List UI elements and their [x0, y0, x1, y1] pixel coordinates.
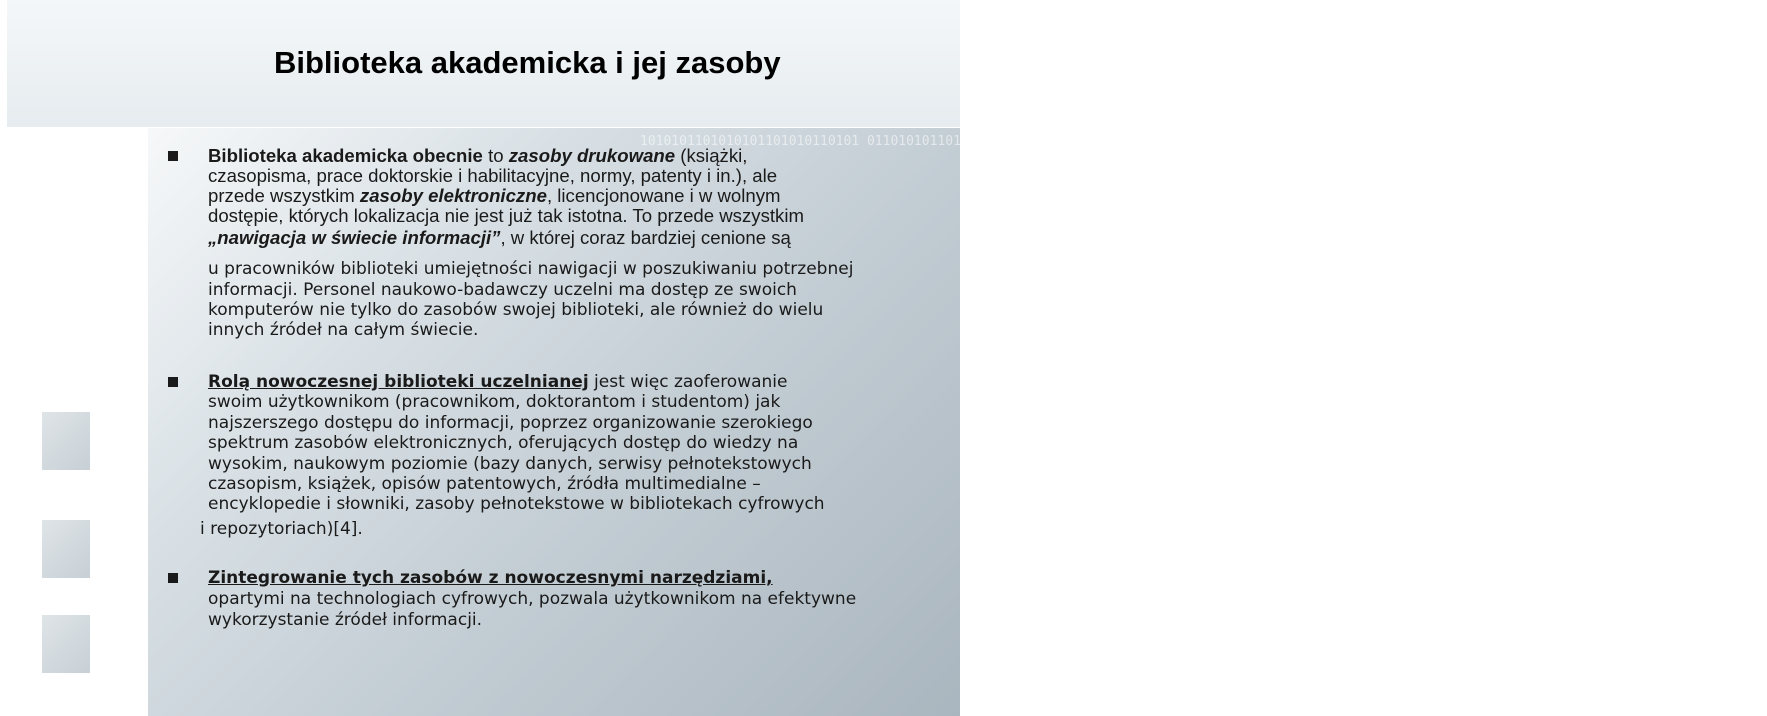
- b1-l1b: to: [482, 145, 509, 166]
- b3-l3: wykorzystanie źródeł informacji.: [208, 610, 483, 630]
- slide-title: Biblioteka akademicka i jej zasoby: [274, 45, 781, 80]
- b1-l3a: przede wszystkim: [208, 185, 360, 206]
- binary-decoration: 1010101101010101101010110101 0110101011010101011010101101 1010101101010110101011010101 0101011010101101010110101011 1010110101011010101101010110: [640, 134, 1767, 149]
- b3-l2: opartymi na technologiach cyfrowych, pozwala użytkownikom na efektywne: [208, 589, 857, 609]
- b1-l7: informacji. Personel naukowo-badawczy uczelni ma dostęp ze swoich: [208, 280, 797, 300]
- b1-l1a: Biblioteka akademicka obecnie: [208, 145, 483, 166]
- square-bullet-icon: [168, 151, 178, 161]
- b1-l4: dostępie, których lokalizacja nie jest już tak istotna. To przede wszystkim: [208, 205, 804, 226]
- square-bullet-icon: [168, 377, 178, 387]
- decorative-square: [42, 520, 90, 578]
- decorative-square: [42, 615, 90, 673]
- b1-l3b: zasoby elektroniczne: [359, 185, 547, 206]
- b1-l5b: , w której coraz bardziej cenione są: [500, 227, 791, 248]
- square-bullet-icon: [168, 573, 178, 583]
- b1-l1d: (książki,: [675, 145, 748, 166]
- b1-l9: innych źródeł na całym świecie.: [208, 320, 479, 340]
- b2-l5: wysokim, naukowym poziomie (bazy danych, serwisy pełnotekstowych: [208, 454, 812, 474]
- b2-l1b: jest więc zaoferowanie: [588, 372, 788, 392]
- b1-l8: komputerów nie tylko do zasobów swojej biblioteki, ale również do wielu: [208, 300, 824, 320]
- b2-l7: encyklopedie i słowniki, zasoby pełnotekstowe w bibliotekach cyfrowych: [208, 494, 825, 514]
- b1-l2: czasopisma, prace doktorskie i habilitacyjne, normy, patenty i in.), ale: [208, 165, 778, 186]
- decorative-square: [42, 412, 90, 470]
- b2-l4: spektrum zasobów elektronicznych, oferujących dostęp do wiedzy na: [208, 433, 799, 453]
- b2-l3: najszerszego dostępu do informacji, poprzez organizowanie szerokiego: [208, 413, 813, 433]
- b2-l6: czasopism, książek, opisów patentowych, źródła multimedialne –: [208, 474, 761, 494]
- b1-l5a: „nawigacja w świecie informacji”: [208, 227, 501, 248]
- b3-l1: Zintegrowanie tych zasobów z nowoczesnymi narzędziami,: [208, 568, 773, 588]
- b1-l3c: , licencjonowane i w wolnym: [546, 185, 781, 206]
- b1-l6: u pracowników biblioteki umiejętności nawigacji w poszukiwaniu potrzebnej: [208, 259, 854, 279]
- b2-l2: swoim użytkownikom (pracownikom, doktorantom i studentom) jak: [208, 392, 781, 412]
- b2-l1a: Rolą nowoczesnej biblioteki uczelnianej: [208, 372, 589, 392]
- b1-l1c: zasoby drukowane: [508, 145, 676, 166]
- b2-l8: i repozytoriach)[4].: [200, 519, 363, 539]
